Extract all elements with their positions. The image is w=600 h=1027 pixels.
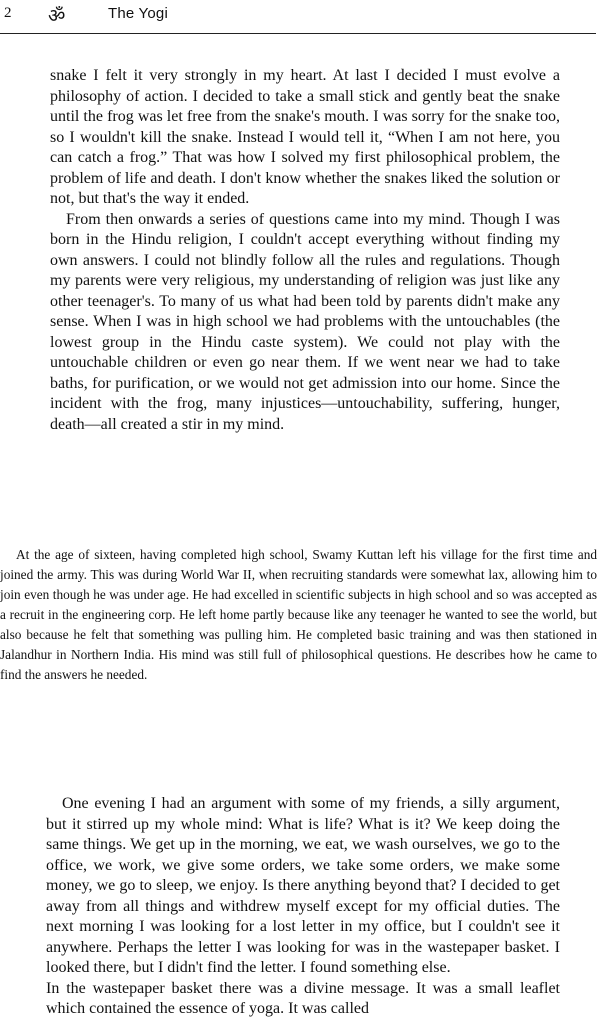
quote2-paragraph-2: In the wastepaper basket there was a divine message. It was a small leaflet which contained the essence of yoga. It was called <box>46 979 560 1017</box>
quote-block-2 <box>46 794 560 1020</box>
quote1-paragraph-2: From then onwards a series of questions came into my mind. Though I was born in the Hindu religion, I couldn't accept everything without finding my own answers. I could not blindly follow all the rules and regulations. Though my parents were very religious, my understanding of religion was just like any other teenager's. To many of us what had been told by parents didn't make any sense. When I was in high school we had problems with the untouchables (the lowest group in the Hindu caste system). We could not play with the untouchable children or even go near them. If we went near we had to take baths, for purification, or we would not get admission into our home. Since the incident with the frog, many injustices—untouchability, suffering, hunger, death—all created a stir in my mind. <box>50 210 560 433</box>
narration-block <box>0 545 597 685</box>
narration-paragraph: At the age of sixteen, having completed high school, Swamy Kuttan left his village for the first time and joined the army. This was during World War II, when recruiting standards were somewhat lax, allowing him to join even though he was under age. He had excelled in scientific subjects in high school and so was accepted as a recruit in the engineering corp. He left home partly because like any teenager he wanted to see the world, but also because he felt that something was pulling him. He completed basic training and was then stationed in Jalandhur in Northern India. His mind was still full of philosophical questions. He describes how he came to find the answers he needed. <box>0 547 597 682</box>
quote2-paragraph-1: One evening I had an argument with some of my friends, a silly argument, but it stirred up my whole mind: What is life? What is it? We keep doing the same things. We get up in the morning, we eat, we wash ourselves, we go to the office, we work, we give some orders, we take some orders, we make some money, we go to sleep, we enjoy. Is there anything beyond that? I decided to get away from all things and withdrew myself except for my official duties. The next morning I was looking for a lost letter in my office, but I couldn't see it anywhere. Perhaps the letter I was looking for was in the wastepaper basket. I looked there, but I didn't find the letter. I found something else. <box>46 795 560 976</box>
header-rule <box>0 33 596 34</box>
om-icon: ॐ <box>48 6 66 27</box>
running-title: The Yogi <box>108 5 168 22</box>
quote-block-1 <box>50 66 560 435</box>
page-number: 2 <box>4 5 12 21</box>
quote1-paragraph-1: snake I felt it very strongly in my heart. At last I decided I must evolve a philosophy of action. I decided to take a small stick and gently beat the snake until the frog was let free from the snake's mouth. I was sorry for the snake too, so I wouldn't kill the snake. Instead I would tell it, “When I am not here, you can catch a frog.” That was how I solved my first philosophical problem, the problem of life and death. I don't know whether the snakes liked the solution or not, but that's the way it ended. <box>50 67 560 207</box>
page-header <box>0 0 600 30</box>
